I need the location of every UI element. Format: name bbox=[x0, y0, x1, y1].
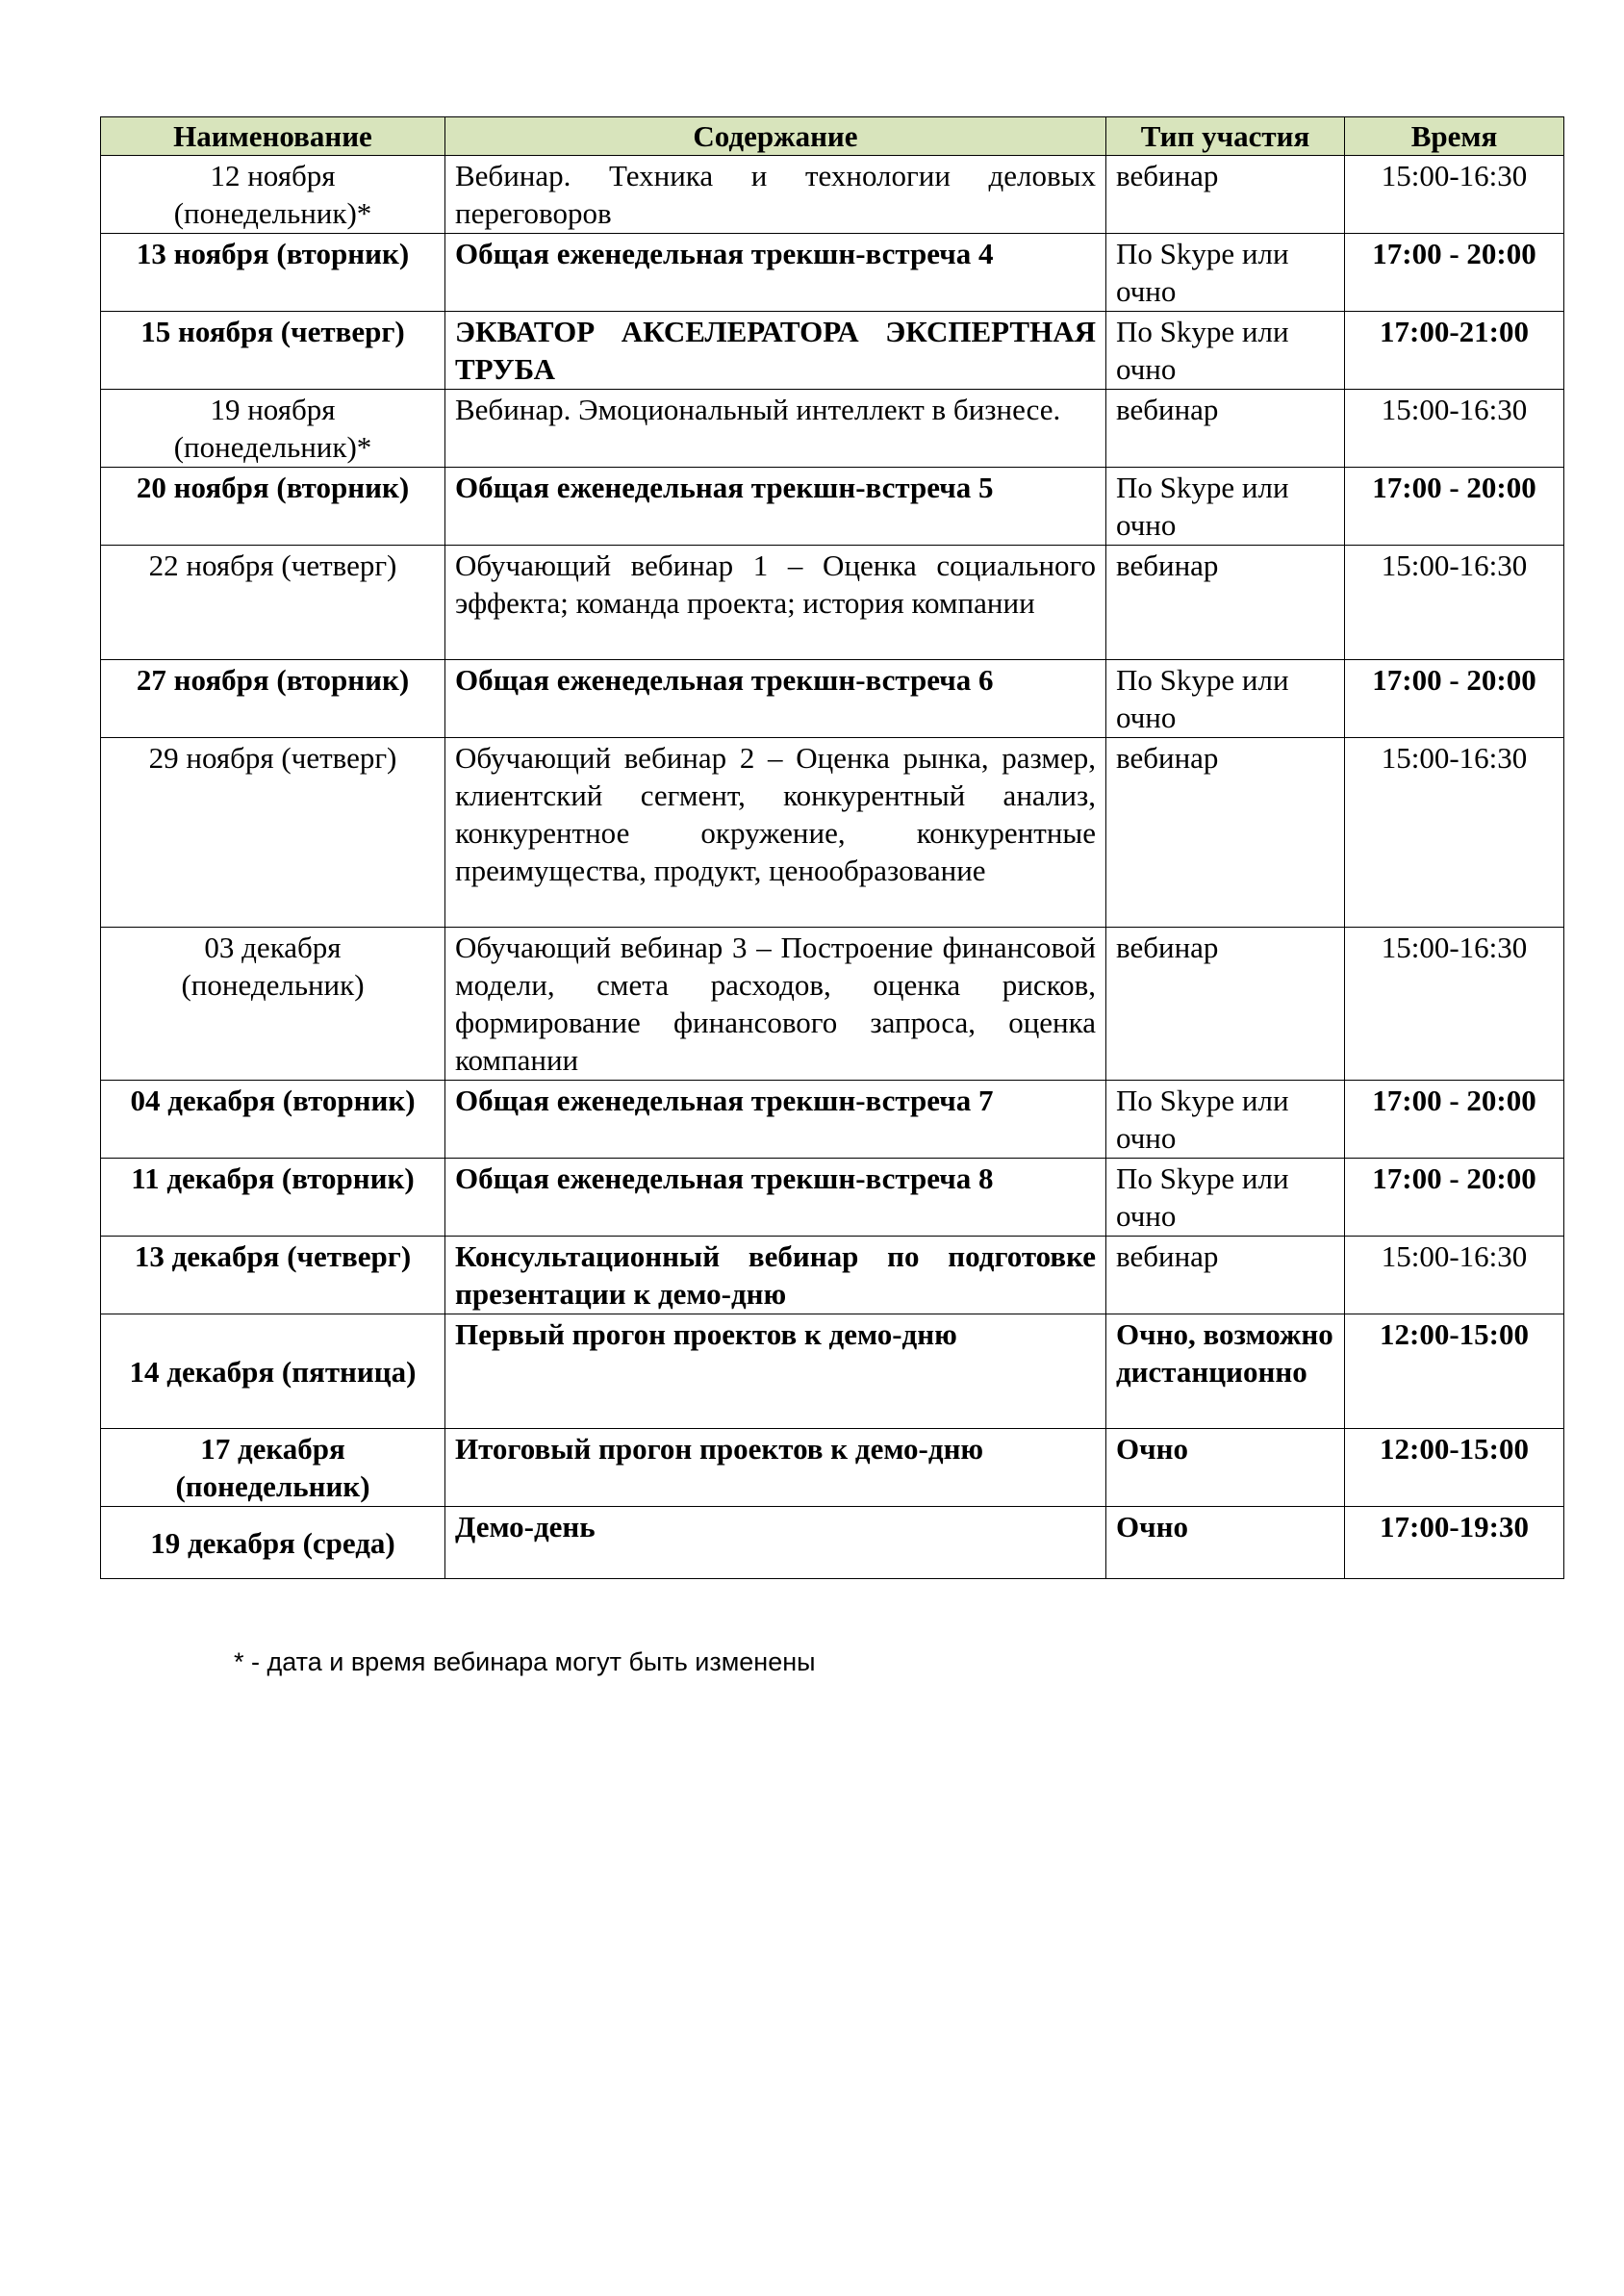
event-content: Обучающий вебинар 1 – Оценка социального эффекта; команда проекта; история компании bbox=[445, 546, 1106, 660]
event-date: 12 ноября (понедельник)* bbox=[101, 156, 445, 234]
participation-type: вебинар bbox=[1106, 738, 1345, 928]
event-date: 19 ноября (понедельник)* bbox=[101, 390, 445, 468]
header-time: Время bbox=[1345, 117, 1564, 156]
schedule-table bbox=[100, 116, 1564, 1579]
participation-type: По Skype или очно bbox=[1106, 234, 1345, 312]
event-content: Итоговый прогон проектов к демо-дню bbox=[445, 1429, 1106, 1507]
table-row bbox=[101, 660, 1564, 738]
event-time: 17:00-19:30 bbox=[1345, 1507, 1564, 1579]
event-date: 27 ноября (вторник) bbox=[101, 660, 445, 738]
participation-type: вебинар bbox=[1106, 546, 1345, 660]
participation-type: По Skype или очно bbox=[1106, 312, 1345, 390]
event-date: 11 декабря (вторник) bbox=[101, 1159, 445, 1237]
participation-type: Очно bbox=[1106, 1507, 1345, 1579]
event-content: Общая еженедельная трекшн-встреча 5 bbox=[445, 468, 1106, 546]
table-row bbox=[101, 1429, 1564, 1507]
event-time: 17:00-21:00 bbox=[1345, 312, 1564, 390]
event-time: 17:00 - 20:00 bbox=[1345, 660, 1564, 738]
event-date: 15 ноября (четверг) bbox=[101, 312, 445, 390]
event-time: 15:00-16:30 bbox=[1345, 738, 1564, 928]
participation-type: вебинар bbox=[1106, 928, 1345, 1081]
header-type: Тип участия bbox=[1106, 117, 1345, 156]
event-date: 13 декабря (четверг) bbox=[101, 1237, 445, 1314]
event-date: 20 ноября (вторник) bbox=[101, 468, 445, 546]
event-time: 15:00-16:30 bbox=[1345, 390, 1564, 468]
participation-type: вебинар bbox=[1106, 1237, 1345, 1314]
event-time: 15:00-16:30 bbox=[1345, 156, 1564, 234]
table-row bbox=[101, 156, 1564, 234]
footnote: * - дата и время вебинара могут быть изменены bbox=[234, 1647, 816, 1676]
event-time: 15:00-16:30 bbox=[1345, 546, 1564, 660]
participation-type: Очно bbox=[1106, 1429, 1345, 1507]
event-date: 19 декабря (среда) bbox=[101, 1507, 445, 1579]
event-date: 29 ноября (четверг) bbox=[101, 738, 445, 928]
participation-type: Очно, возможно дистанционно bbox=[1106, 1314, 1345, 1429]
event-content: Общая еженедельная трекшн-встреча 8 bbox=[445, 1159, 1106, 1237]
table-row bbox=[101, 468, 1564, 546]
table-row bbox=[101, 1159, 1564, 1237]
event-content: Общая еженедельная трекшн-встреча 6 bbox=[445, 660, 1106, 738]
event-time: 17:00 - 20:00 bbox=[1345, 1081, 1564, 1159]
event-content: Вебинар. Эмоциональный интеллект в бизнесе. bbox=[445, 390, 1106, 468]
table-row bbox=[101, 1237, 1564, 1314]
event-content: Консультационный вебинар по подготовке презентации к демо-дню bbox=[445, 1237, 1106, 1314]
participation-type: По Skype или очно bbox=[1106, 660, 1345, 738]
event-content: Обучающий вебинар 3 – Построение финансовой модели, смета расходов, оценка рисков, формирование финансового запроса, оценка компании bbox=[445, 928, 1106, 1081]
event-time: 17:00 - 20:00 bbox=[1345, 234, 1564, 312]
table-header-row bbox=[101, 117, 1564, 156]
participation-type: По Skype или очно bbox=[1106, 1159, 1345, 1237]
event-time: 17:00 - 20:00 bbox=[1345, 1159, 1564, 1237]
event-content: Первый прогон проектов к демо-дню bbox=[445, 1314, 1106, 1429]
event-content: Демо-день bbox=[445, 1507, 1106, 1579]
event-date: 13 ноября (вторник) bbox=[101, 234, 445, 312]
participation-type: вебинар bbox=[1106, 390, 1345, 468]
event-content: Общая еженедельная трекшн-встреча 7 bbox=[445, 1081, 1106, 1159]
participation-type: По Skype или очно bbox=[1106, 1081, 1345, 1159]
table-row bbox=[101, 1081, 1564, 1159]
participation-type: По Skype или очно bbox=[1106, 468, 1345, 546]
header-content: Содержание bbox=[445, 117, 1106, 156]
table-row bbox=[101, 234, 1564, 312]
event-content: Обучающий вебинар 2 – Оценка рынка, размер, клиентский сегмент, конкурентный анализ, конкурентное окружение, конкурентные преимущества, продукт, ценообразование bbox=[445, 738, 1106, 928]
event-time: 12:00-15:00 bbox=[1345, 1314, 1564, 1429]
table-row bbox=[101, 928, 1564, 1081]
table-row bbox=[101, 546, 1564, 660]
event-time: 17:00 - 20:00 bbox=[1345, 468, 1564, 546]
event-time: 15:00-16:30 bbox=[1345, 928, 1564, 1081]
event-content: Вебинар. Техника и технологии деловых переговоров bbox=[445, 156, 1106, 234]
table-row bbox=[101, 1507, 1564, 1579]
event-content: ЭКВАТОР АКСЕЛЕРАТОРА ЭКСПЕРТНАЯ ТРУБА bbox=[445, 312, 1106, 390]
event-content: Общая еженедельная трекшн-встреча 4 bbox=[445, 234, 1106, 312]
event-date: 03 декабря (понедельник) bbox=[101, 928, 445, 1081]
table-row bbox=[101, 390, 1564, 468]
event-date: 17 декабря (понедельник) bbox=[101, 1429, 445, 1507]
table-row bbox=[101, 738, 1564, 928]
table-body bbox=[101, 156, 1564, 1579]
participation-type: вебинар bbox=[1106, 156, 1345, 234]
event-date: 22 ноября (четверг) bbox=[101, 546, 445, 660]
event-time: 12:00-15:00 bbox=[1345, 1429, 1564, 1507]
table-row bbox=[101, 1314, 1564, 1429]
event-time: 15:00-16:30 bbox=[1345, 1237, 1564, 1314]
event-date: 04 декабря (вторник) bbox=[101, 1081, 445, 1159]
header-name: Наименование bbox=[101, 117, 445, 156]
table-row bbox=[101, 312, 1564, 390]
event-date: 14 декабря (пятница) bbox=[101, 1314, 445, 1429]
